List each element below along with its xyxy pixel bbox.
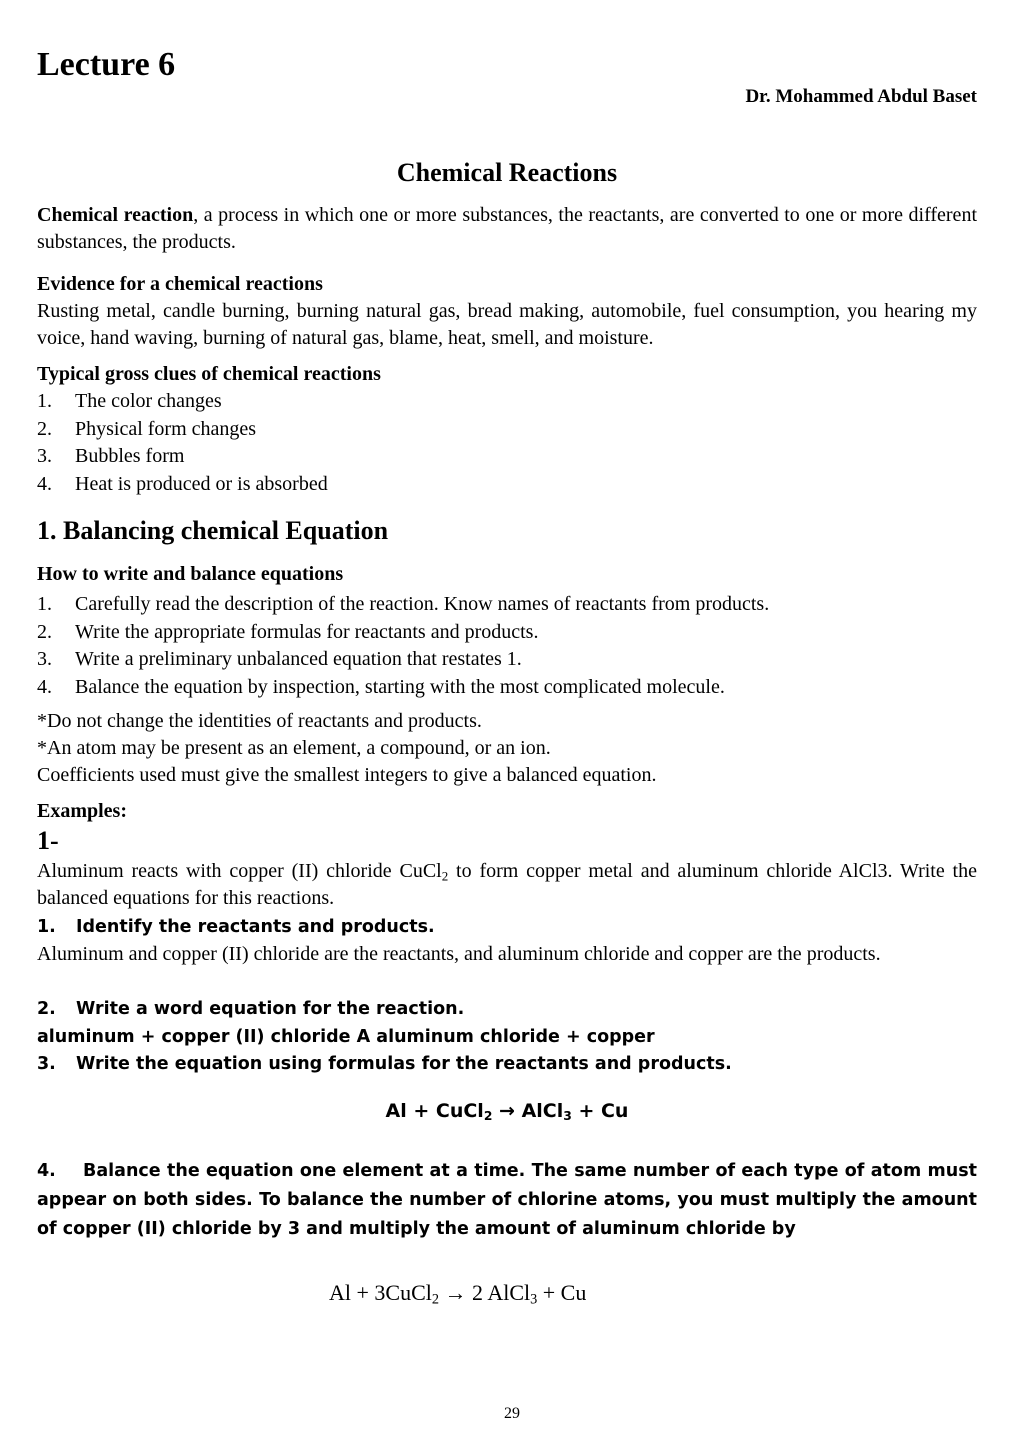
step-1-label: 1. Identify the reactants and products. — [37, 917, 435, 937]
note-2: *An atom may be present as an element, a compound, or an ion. — [37, 737, 551, 759]
section-subheading: How to write and balance equations — [37, 563, 344, 585]
example-number: 1- — [37, 826, 59, 855]
author-name: Dr. Mohammed Abdul Baset — [745, 86, 977, 107]
section-heading: 1. Balancing chemical Equation — [37, 516, 389, 545]
step-1-text: Aluminum and copper (II) chloride are the reactants, and aluminum chloride and copper are the products. — [37, 943, 881, 965]
balanced-equation: Al + 3CuCl$_2$ → 2 AlCl$_3$ + Cu — [329, 1280, 587, 1308]
list-item: 3. Write a preliminary unbalanced equation that restates 1. — [37, 648, 522, 670]
page-heading: Chemical Reactions — [396, 158, 618, 187]
word-equation: aluminum + copper (II) chloride A aluminum chloride + copper — [37, 1027, 655, 1047]
example-problem: Aluminum reacts with copper (II) chloride CuCl$_2$ to form copper metal and aluminum chloride AlCl3. Write the balanced equations for this reactions. — [37, 860, 977, 909]
step-2-label: 2. Write a word equation for the reaction. — [37, 999, 465, 1019]
evidence-heading: Evidence for a chemical reactions — [37, 273, 323, 295]
list-item: 2. Physical form changes — [37, 417, 257, 440]
list-item: 1. Carefully read the description of the reaction. Know names of reactants from products. — [37, 593, 770, 615]
list-item: 2. Write the appropriate formulas for reactants and products. — [37, 620, 539, 643]
step-4-text: 4. Balance the equation one element at a time. The same number of each type of atom must appear on both sides. To balance the number of chlorine atoms, you must multiply the amount of copper (II) chloride by 3 and multiply the amount of aluminum chloride by — [37, 1161, 977, 1239]
clues-heading: Typical gross clues of chemical reactions — [37, 363, 381, 385]
list-item: 4. Heat is produced or is absorbed — [37, 472, 328, 495]
page-number: 29 — [504, 1405, 520, 1422]
evidence-text: Rusting metal, candle burning, burning natural gas, bread making, automobile, fuel consumption, you hearing my voice, hand waving, burning of natural gas, blame, heat, smell, and moisture. — [37, 300, 977, 349]
definition-paragraph — [37, 202, 977, 256]
lecture-title: Lecture 6 — [37, 46, 176, 83]
clues-list — [37, 388, 977, 498]
steps-list — [37, 591, 977, 701]
step-3-label: 3. Write the equation using formulas for the reactants and products. — [37, 1054, 732, 1074]
definition-text: , a process in which one or more substances, the reactants, are converted to one or more different substances, the products. — [37, 204, 977, 253]
list-item: 4. Balance the equation by inspection, starting with the most complicated molecule. — [37, 675, 725, 698]
note-3: Coefficients used must give the smallest integers to give a balanced equation. — [37, 764, 657, 786]
formula-equation: Al + CuCl$_2$ → AlCl$_3$ + Cu — [385, 1100, 629, 1124]
definition-term: Chemical reaction — [37, 204, 194, 226]
note-1: *Do not change the identities of reactants and products. — [37, 710, 482, 732]
examples-heading: Examples: — [37, 800, 127, 822]
list-item: 3. Bubbles form — [37, 445, 185, 467]
list-item: 1. The color changes — [37, 390, 222, 412]
